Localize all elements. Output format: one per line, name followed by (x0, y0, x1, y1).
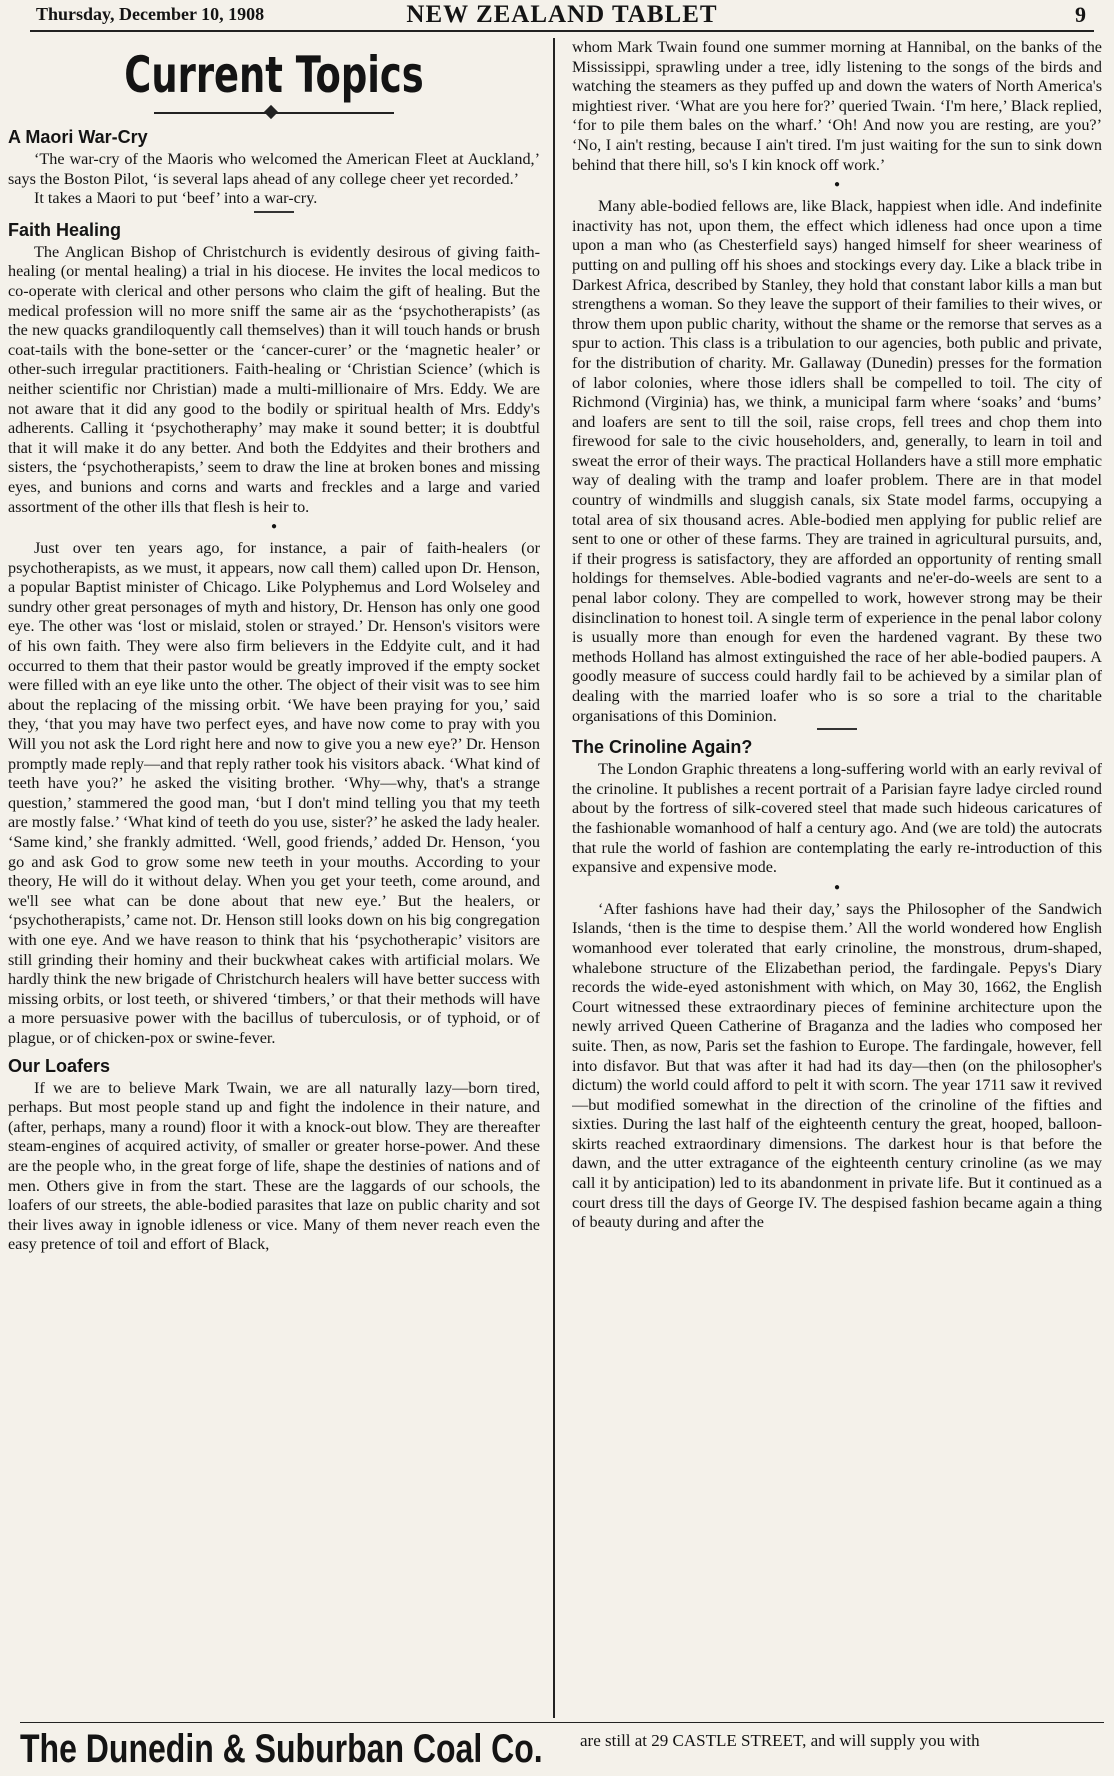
maori-paragraph-1: ‘The war-cry of the Maoris who welcomed the American Fleet at Auckland,’ says the Boston Pilot, ‘is several laps ahead of any college cheer yet recorded.’ (8, 150, 540, 188)
advertiser-name: The Dunedin & Suburban Coal Co. (20, 1727, 543, 1771)
section-dot-icon: ● (833, 881, 841, 893)
heading-maori-war-cry: A Maori War-Cry (8, 127, 148, 147)
section-dot-icon: ● (270, 521, 278, 533)
faith-paragraph-1: The Anglican Bishop of Christchurch is evidently desirous of giving faith-healing (or mental healing) a trial in his diocese. He invites the local medicos to co-operate with clerical and other persons who claim the gift of healing. But the medical profession will no more sniff the same air as the ‘psychotherapists’ (as the new quacks grandiloquently call themselves) than it will touch hands or brush coat-tails with the bone-setter or the ‘cancer-curer’ or the ‘magnetic healer’ or other-such irregular practitioners. Faith-healing or ‘Christian Science’ (which is neither scientific nor Christian) made a multi-millionaire of Mrs. Eddy. We are not aware that it did any good to the bodily or spiritual health of Mrs. Eddy's adherents. Calling it ‘psychotheraphy’ may make it sound better; it is doubtful that it will make it do any better. And both the Eddyites and their brothers and sisters, the ‘psychotherapists,’ seem to draw the line at broken bones and missing eyes, and bunions and corns and warts and freckles and a large and varied assortment of the other ills that flesh is heir to. (8, 242, 540, 516)
page-number: 9 (1075, 2, 1086, 27)
column-rule (553, 38, 555, 1718)
heading-crinoline-again: The Crinoline Again? (572, 737, 753, 758)
advertiser-tagline: are still at 29 CASTLE STREET, and will supply you with (580, 1731, 980, 1750)
left-column (8, 38, 540, 1718)
right-column (572, 38, 1102, 1718)
footer-advertisement (20, 1722, 1104, 1773)
heading-our-loafers: Our Loafers (8, 1055, 111, 1076)
newspaper-title: NEW ZEALAND TABLET (406, 1, 718, 28)
section-dot-icon: ● (833, 179, 841, 191)
faith-paragraph-2: Just over ten years ago, for instance, a pair of faith-healers (or psychotherapists, as we must, it appears, now call them) called upon Dr. Henson, a popular Baptist minister of Chicago. Like Polyphemus and Lord Wolseley and sundry other great personages of myth and history, Dr. Henson has only one good eye. The other was ‘lost or mislaid, stolen or strayed.’ Dr. Henson's visitors were of his own faith. They were also firm believers in the Eddyite cult, and it had occurred to them that their pastor would be greatly improved if the empty socket were filled with an eye like unto the other. The object of their visit was to see him about the replacing of the missing orbit. ‘We have been praying for you,’ said they, ‘that you may have two perfect eyes, and have now come to pray with you Will you not ask the Lord right here and now to give you a new eye?’ Dr. Henson promptly made reply—and that reply rather took his visitors aback. ‘What kind of teeth have you?’ he asked the visiting brother. ‘Why—why, that's a strange question,’ stammered the good man, ‘but I don't mind telling you that my teeth are mostly false.’ ‘What kind of teeth do you use, sister?’ he asked the lady healer. ‘Same kind,’ she frankly admitted. ‘Well, good friends,’ added Dr. Henson, ‘you go and ask God to grow some new teeth in your mouths. According to your theory, He will do it without delay. When you get your teeth, come around, and we'll see what can be done about that new eye.’ But the healers, or ‘psychotherapists,’ came not. Dr. Henson still looks down on his big congregation with one eye. And we have reason to think that his ‘psychotherapic’ visitors are still grinding their hominy and their buckwheat cakes with artificial molars. We hardly think the new brigade of Christchurch healers will have better success with missing orbits, or lost teeth, or shivered ‘timbers,’ or that their methods will have a more persuasive power with the bacillus of tuberculosis, or of typhoid, or of plague, or of chicken-pox or swine-fever. (8, 539, 540, 1047)
masthead (30, 0, 1094, 32)
title-ornament (154, 106, 394, 120)
loafers-paragraph-1-continued: whom Mark Twain found one summer morning at Hannibal, on the banks of the Mississippi, sprawling under a tree, idly listening to the songs of the birds and watching the steamers as they puffed up and down the waters of North America's mightiest river. ‘What are you here for?’ queried Twain. ‘I'm here,’ Black replied, ‘for to pile them bales on the wharf.’ ‘Oh! And now you are resting, are you?’ ‘No, I ain't resting, because I ain't tired. I'm just waiting for the sun to sink down behind that there hill, so's I kin knock off work.’ (572, 38, 1102, 174)
heading-faith-healing: Faith Healing (8, 219, 122, 240)
loafers-paragraph-1: If we are to believe Mark Twain, we are all naturally lazy—born tired, perhaps. But most people stand up and fight the indolence in their nature, and (after, perhaps, many a round) floor it with a knock-out blow. They are thereafter steam-engines of acquired activity, of smaller or greater horse-power. And these are the people who, in the great forge of life, shape the destinies of nations and of men. Others give in from the start. These are the laggards of our schools, the loafers of our streets, the able-bodied parasites that laze on public charity and sot their lives away in ignoble idleness or vice. Many of them never reach even the easy pretence of toil and effort of Black, (8, 1078, 540, 1254)
section-divider (254, 211, 294, 213)
section-divider (817, 728, 857, 730)
maori-paragraph-2: It takes a Maori to put ‘beef’ into a war-cry. (34, 189, 318, 208)
issue-date: Thursday, December 10, 1908 (36, 4, 265, 24)
crinoline-paragraph-2: ‘After fashions have had their day,’ says the Philosopher of the Sandwich Islands, ‘then is the time to despise them.’ All the world wondered how English womanhood ever tolerated that early crinoline, the monstrous, drum-shaped, whalebone structure of the Elizabethan period, the fardingale. Pepys's Diary records the wide-eyed astonishment with which, on May 30, 1662, the English Court witnessed these extraordinary pieces of feminine architecture upon the newly arrived Queen Catherine of Braganza and the ladies who composed her suite. Then, as now, Paris set the fashion to Europe. The fardingale, however, fell into disfavor. But that was after it had had its day—then (on the philosopher's dictum) the world could afford to pelt it with scorn. The year 1711 saw it revived—but modified somewhat in the direction of the crinoline of the fifties and sixties. During the last half of the eighteenth century the great, hooped, balloon-skirts reached extraordinary dimensions. The darkest hour is that before the dawn, and the utter extragance of the eighteenth century crinoline (as we may call it by anticipation) led to its abandonment in private life. But it continued as a court dress till the days of George IV. The despised fashion became again a thing of beauty during and after the (572, 899, 1102, 1232)
page-title: Current Topics (124, 46, 424, 104)
crinoline-paragraph-1: The London Graphic threatens a long-suffering world with an early revival of the crinoline. It publishes a recent portrait of a Parisian fayre ladye circled round about by the fortress of silk-covered steel that made such hideous caricatures of the fashionable womanhood of half a century ago. And (we are told) the autocrats that rule the world of fashion are contemplating the early re-introduction of this expansive and expensive mode. (572, 760, 1102, 877)
ornament-diamond-icon (264, 105, 278, 119)
loafers-paragraph-2: Many able-bodied fellows are, like Black, happiest when idle. And indefinite inactivity has not, upon them, the effect which idleness had once upon a time upon a man who (as Chesterfield says) hanged himself for sheer weariness of putting on and pulling off his shoes and stockings every day. Like a black tribe in Darkest Africa, described by Stanley, they hold that constant labor kills a man but strengthens a woman. So they leave the support of their families to their wives, or throw them upon public charity, without the shame or the remorse that serves as a spur to action. This class is a tribulation to our agencies, both public and private, for the distribution of charity. Mr. Gallaway (Dunedin) presses for the formation of labor colonies, where those idlers shall be compelled to toil. The city of Richmond (Virginia) has, we think, a municipal farm where ‘soaks’ and ‘bums’ and loafers are sent to till the soil, raise crops, fell trees and chop them into firewood for sale to the civic householders, and, generally, to learn in toil and sweat the error of their ways. The practical Hollanders have a still more emphatic way of dealing with the tramp and loafer problem. There are in that model country of windmills and sluggish canals, six State model farms, occupying a total area of six thousand acres. Able-bodied men applying for public relief are sent to one or other of these farms. They are trained in agricultural pursuits, and, if their progress is satisfactory, they are afforded an opportunity of renting small holdings for themselves. Able-bodied vagrants and ne'er-do-weels are sent to a penal labor colony. They are compelled to work, however strong may be their disinclination to honest toil. A single term of experience in the penal labor colony is usually more than enough for even the hardened vagrant. By these two methods Holland has almost extinguished the race of her able-bodied paupers. A goodly measure of success could hardly fail to be achieved by a similar plan of dealing with the married loafer who is so sore a trial to the charitable organisations of this Dominion. (572, 197, 1102, 725)
